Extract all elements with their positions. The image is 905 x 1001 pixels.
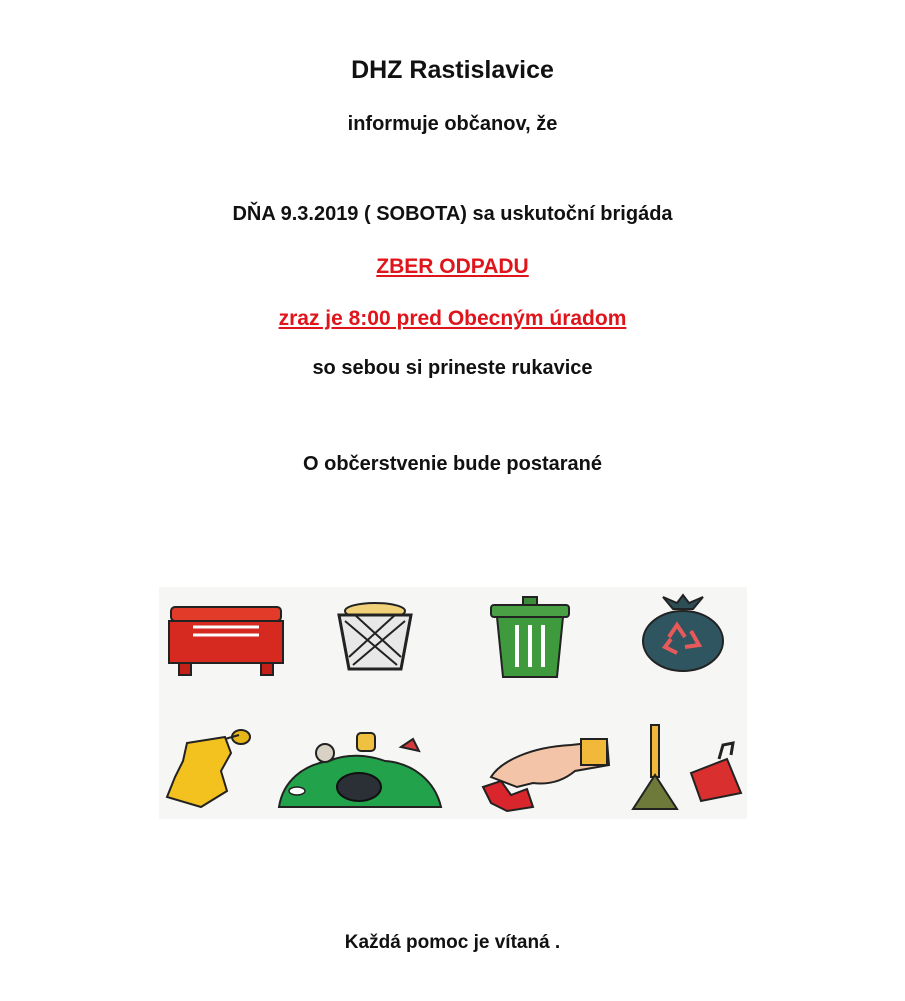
green-trash-can-icon xyxy=(485,595,575,681)
garbage-pile-icon xyxy=(273,725,445,813)
broom-dustpan-icon xyxy=(629,723,745,815)
hand-picking-litter-icon xyxy=(471,737,611,813)
footer-note: Každá pomoc je vítaná . xyxy=(344,932,561,953)
date-line: DŇA 9.3.2019 ( SOBOTA) sa uskutoční brigáda xyxy=(232,203,673,225)
notice-title: DHZ Rastislavice xyxy=(351,56,554,84)
red-dumpster-icon xyxy=(163,603,289,679)
recycle-bag-icon xyxy=(637,593,727,673)
bring-gloves-note: so sebou si prineste rukavice xyxy=(312,357,593,379)
wire-basket-icon xyxy=(335,601,415,673)
waste-clipart-panel xyxy=(159,587,747,819)
meeting-info: zraz je 8:00 pred Obecným úradom xyxy=(278,307,627,330)
notice-subtitle: informuje občanov, že xyxy=(347,113,558,135)
refreshments-note: O občerstvenie bude postarané xyxy=(303,453,602,475)
event-name: ZBER ODPADU xyxy=(376,255,529,278)
crushed-can-icon xyxy=(161,727,257,811)
